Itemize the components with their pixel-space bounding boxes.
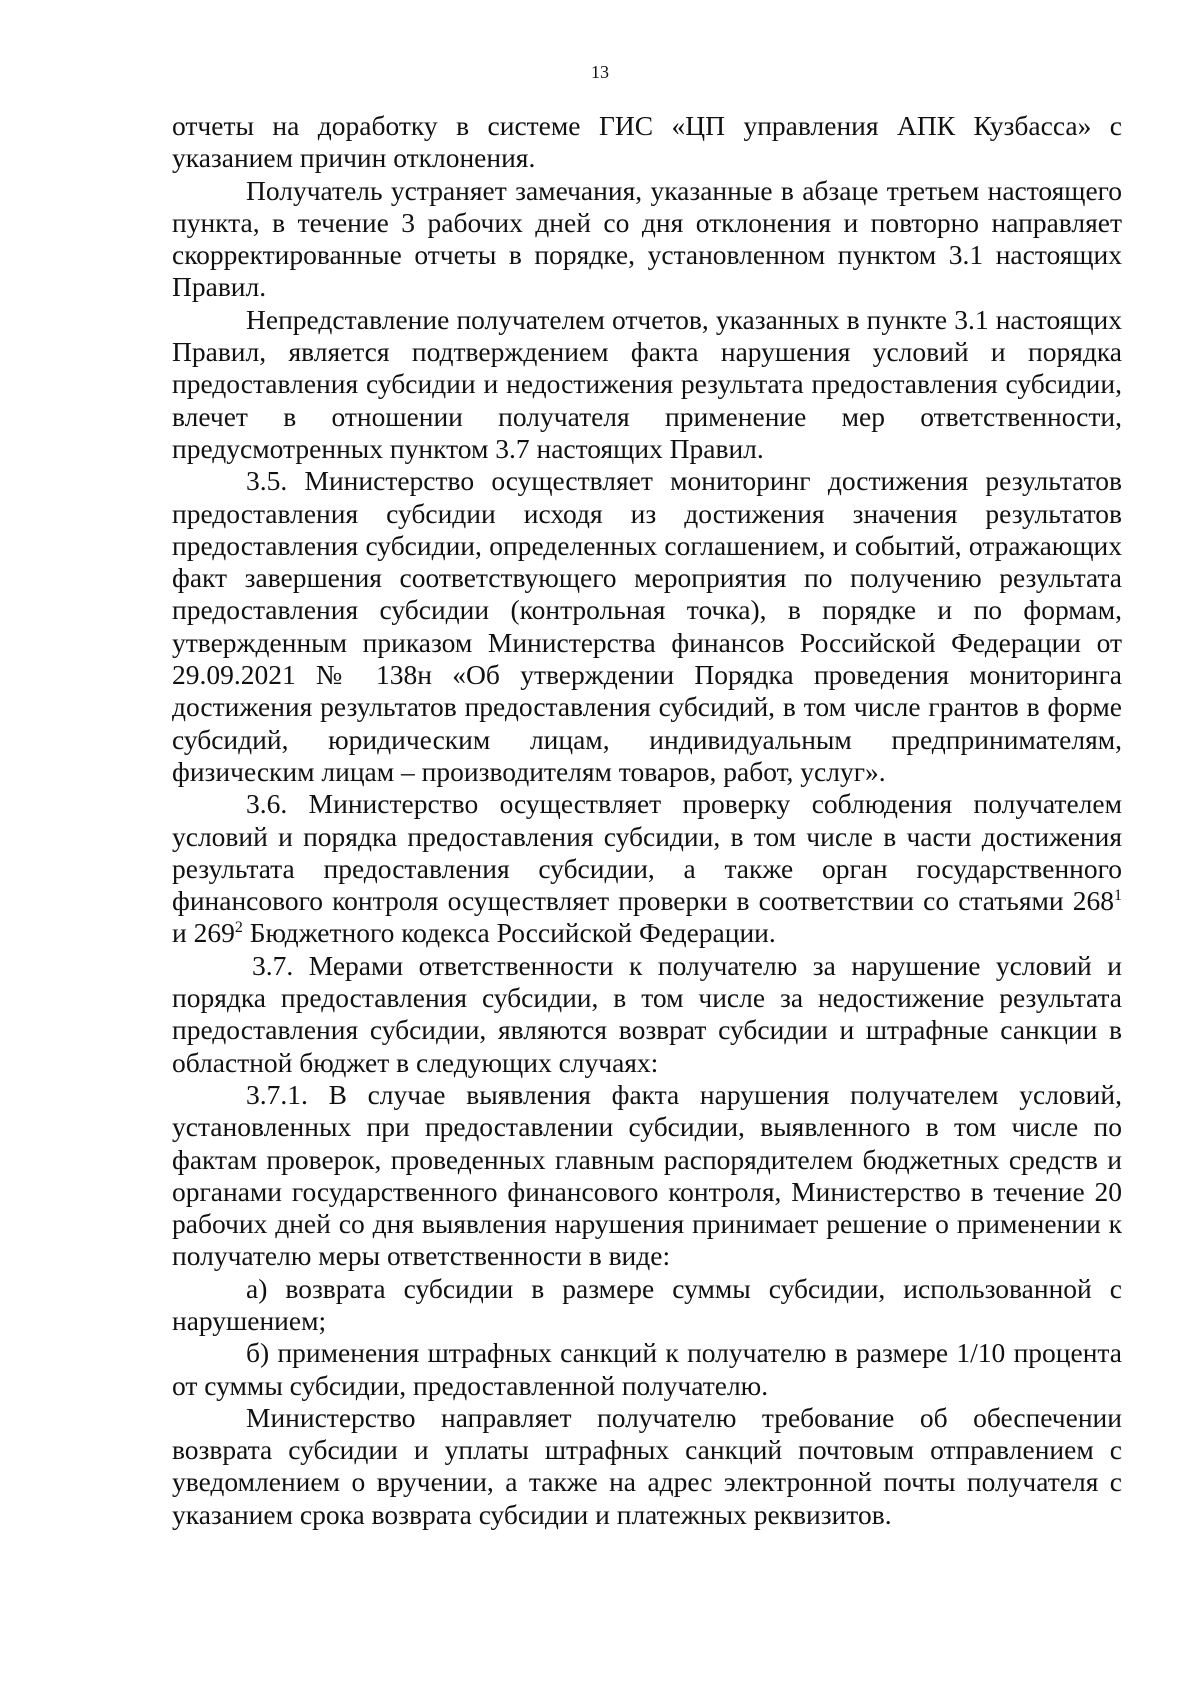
paragraph-3-6-text-end: Бюджетного кодекса Российской Федерации. bbox=[242, 917, 776, 949]
paragraph-3-7-responsibility: 3.7. Мерами ответственности к получателю за нарушение условий и порядка предоставления субсидии, в том числе за недостижение результата предоставления субсидии, являются возврат субсидии и штрафные санкции в областной бюджет в следующих случаях: bbox=[172, 949, 1122, 1078]
paragraph-3-6-inspection bbox=[172, 788, 1122, 949]
paragraph-requirement-notice: Министерство направляет получателю требование об обеспечении возврата субсидии и уплаты штрафных санкций почтовым отправлением с уведомлением о вручении, а также на адрес электронной почты получателя с указанием срока возврата субсидии и платежных реквизитов. bbox=[172, 1401, 1122, 1530]
paragraph-3-6-text-mid: и 269 bbox=[172, 917, 235, 949]
paragraph-3-5-monitoring: 3.5. Министерство осуществляет мониторинг достижения результатов предоставления субсидии исходя из достижения значения результатов предоставления субсидии, определенных соглашением, и событий, отражающих факт завершения соответствующего мероприятия по получению результата предоставления субсидии (контрольная точка), в порядке и по формам, утвержденным приказом Министерства финансов Российской Федерации от 29.09.2021 № 138н «Об утверждении Порядка проведения мониторинга достижения результатов предоставления субсидий, в том числе грантов в форме субсидий, юридическим лицам, индивидуальным предпринимателям, физическим лицам – производителям товаров, работ, услуг». bbox=[172, 465, 1122, 787]
document-body bbox=[172, 110, 1122, 1531]
paragraph-3-6-text: 3.6. Министерство осуществляет проверку соблюдения получателем условий и порядка предоставления субсидии, в том числе в части достижения результата предоставления субсидии, а также орган государственного финансового контроля осуществляет проверки в соответствии со статьями 268 bbox=[172, 788, 1122, 917]
superscript-1: 1 bbox=[1114, 886, 1122, 904]
paragraph-resubmission: Получатель устраняет замечания, указанные в абзаце третьем настоящего пункта, в течение 3 рабочих дней со дня отклонения и повторно направляет скорректированные отчеты в порядке, установленном пунктом 3.1 настоящих Правил. bbox=[172, 174, 1122, 303]
paragraph-3-7-1-violation: 3.7.1. В случае выявления факта нарушения получателем условий, установленных при предоставлении субсидии, выявленного в том числе по фактам проверок, проведенных главным распорядителем бюджетных средств и органами государственного финансового контроля, Министерство в течение 20 рабочих дней со дня выявления нарушения принимает решение о применении к получателю меры ответственности в виде: bbox=[172, 1078, 1122, 1272]
superscript-2: 2 bbox=[234, 919, 243, 937]
list-item-b: б) применения штрафных санкций к получателю в размере 1/10 процента от суммы субсидии, предоставленной получателю. bbox=[172, 1337, 1122, 1401]
paragraph-continuation: отчеты на доработку в системе ГИС «ЦП управления АПК Кузбасса» с указанием причин отклонения. bbox=[172, 110, 1122, 174]
page-number: 13 bbox=[591, 62, 609, 82]
paragraph-nonsubmission: Непредставление получателем отчетов, указанных в пункте 3.1 настоящих Правил, является подтверждением факта нарушения условий и порядка предоставления субсидии и недостижения результата предоставления субсидии, влечет в отношении получателя применение мер ответственности, предусмотренных пунктом 3.7 настоящих Правил. bbox=[172, 303, 1122, 464]
list-item-a: а) возврата субсидии в размере суммы субсидии, использованной с нарушением; bbox=[172, 1272, 1122, 1336]
